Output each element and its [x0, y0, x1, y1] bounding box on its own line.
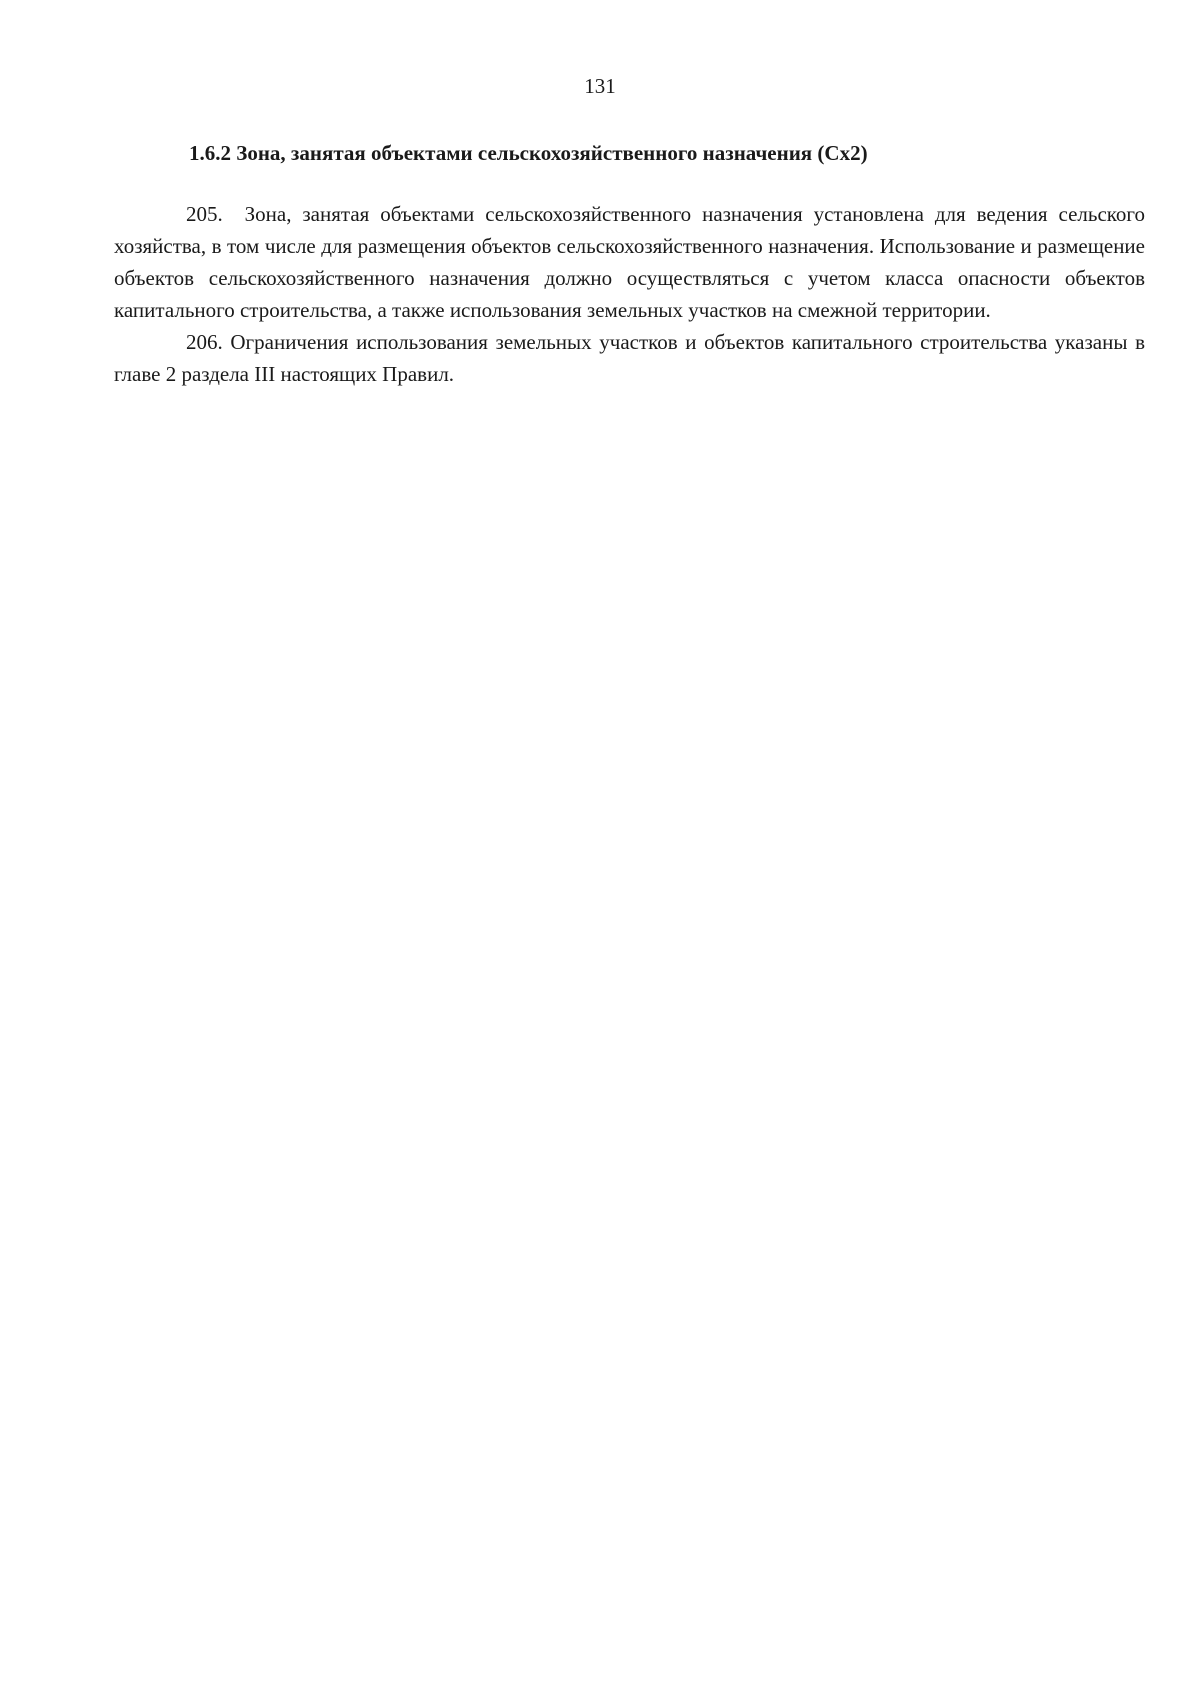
paragraph-text: Ограничения использования земельных участков и объектов капитального строительства указаны в главе 2 раздела III настоящих Правил.	[114, 330, 1145, 386]
page-number: 131	[584, 74, 616, 98]
body-text	[114, 198, 1145, 390]
paragraph-205	[114, 198, 1145, 326]
paragraph-text: Зона, занятая объектами сельскохозяйственного назначения установлена для ведения сельского хозяйства, в том числе для размещения объектов сельскохозяйственного назначения. Использование и размещение объектов сельскохозяйственного назначения должно осуществляться с учетом класса опасности объектов капитального строительства, а также использования земельных участков на смежной территории.	[114, 202, 1145, 322]
section-heading: 1.6.2 Зона, занятая объектами сельскохозяйственного назначения (Сх2)	[189, 141, 868, 165]
paragraph-206	[114, 326, 1145, 390]
paragraph-number: 206.	[186, 330, 223, 354]
paragraph-number: 205.	[186, 202, 223, 226]
